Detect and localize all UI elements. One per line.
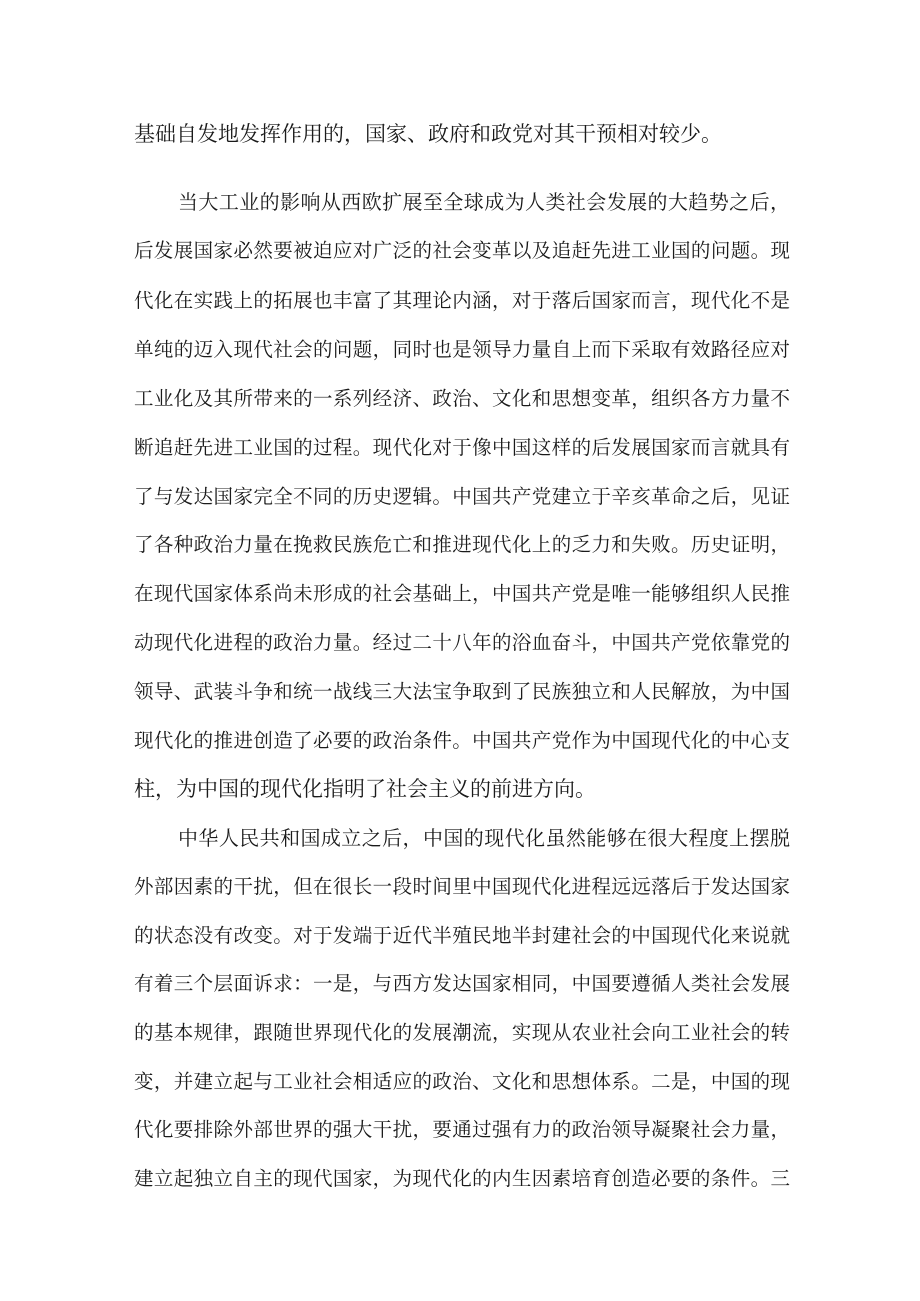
paragraph-2-line-5: 工业化及其所带来的一系列经济、政治、文化和思想变革，组织各方力量不 xyxy=(134,387,790,410)
paragraph-3-line-8: 建立起独立自主的现代国家，为现代化的内生因素培育创造必要的条件。三 xyxy=(134,1167,790,1190)
paragraph-2-line-6: 断追赶先进工业国的过程。现代化对于像中国这样的后发展国家而言就具有 xyxy=(134,436,790,459)
paragraph-2-line-3: 代化在实践上的拓展也丰富了其理论内涵，对于落后国家而言，现代化不是 xyxy=(134,289,790,312)
paragraph-3-line-6: 变，并建立起与工业社会相适应的政治、文化和思想体系。二是，中国的现 xyxy=(134,1070,790,1093)
paragraph-2-line-1: 当大工业的影响从西欧扩展至全球成为人类社会发展的大趋势之后， xyxy=(178,190,790,214)
paragraph-2-line-8: 了各种政治力量在挽救民族危亡和推进现代化上的乏力和失败。历史证明， xyxy=(134,533,790,556)
paragraph-2-line-12: 现代化的推进创造了必要的政治条件。中国共产党作为中国现代化的中心支 xyxy=(134,729,790,752)
paragraph-2-line-9: 在现代国家体系尚未形成的社会基础上，中国共产党是唯一能够组织人民推 xyxy=(134,582,790,605)
paragraph-3-line-5: 的基本规律，跟随世界现代化的发展潮流，实现从农业社会向工业社会的转 xyxy=(134,1021,790,1044)
paragraph-3-line-4: 有着三个层面诉求：一是，与西方发达国家相同，中国要遵循人类社会发展 xyxy=(134,972,790,995)
paragraph-2-line-10: 动现代化进程的政治力量。经过二十八年的浴血奋斗，中国共产党依靠党的 xyxy=(134,631,790,654)
paragraph-2-line-2: 后发展国家必然要被迫应对广泛的社会变革以及追赶先进工业国的问题。现 xyxy=(134,239,790,262)
paragraph-2-line-4: 单纯的迈入现代社会的问题，同时也是领导力量自上而下采取有效路径应对 xyxy=(134,338,790,361)
paragraph-3-line-1: 中华人民共和国成立之后，中国的现代化虽然能够在很大程度上摆脱 xyxy=(178,826,790,850)
paragraph-2-line-13: 柱，为中国的现代化指明了社会主义的前进方向。 xyxy=(134,777,596,801)
paragraph-3-line-2: 外部因素的干扰，但在很长一段时间里中国现代化进程远远落后于发达国家 xyxy=(134,875,790,898)
paragraph-3-line-3: 的状态没有改变。对于发端于近代半殖民地半封建社会的中国现代化来说就 xyxy=(134,924,790,947)
paragraph-2-line-11: 领导、武装斗争和统一战线三大法宝争取到了民族独立和人民解放，为中国 xyxy=(134,680,790,703)
paragraph-3-line-7: 代化要排除外部世界的强大干扰，要通过强有力的政治领导凝聚社会力量， xyxy=(134,1118,790,1141)
paragraph-1-line-1: 基础自发地发挥作用的，国家、政府和政党对其干预相对较少。 xyxy=(134,122,722,146)
paragraph-2-line-7: 了与发达国家完全不同的历史逻辑。中国共产党建立于辛亥革命之后，见证 xyxy=(134,485,790,508)
